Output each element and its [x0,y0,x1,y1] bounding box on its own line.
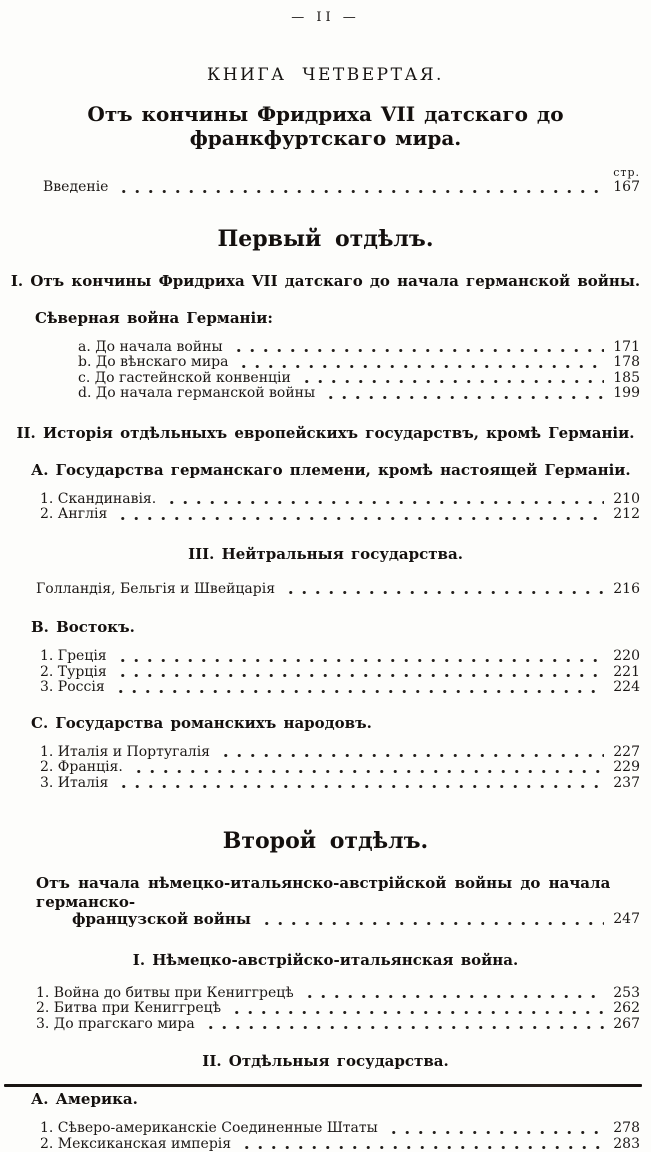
toc-entry [78,371,640,387]
toc-entry-page: 167 [613,180,640,196]
toc-entry-page: 220 [613,649,640,665]
toc-entry [40,760,640,776]
toc-entry [78,386,640,402]
group-heading-a: А. Государства германскаго племени, кромѣ настоящей Германіи. [31,461,651,479]
book-subtitle: Отъ кончины Фридриха VII датскаго до франкфуртскаго мира. [0,102,651,150]
part2-title: Второй отдѣлъ. [0,828,651,854]
toc-entry [40,649,640,665]
dot-leader [237,365,604,368]
toc-entry-page: 262 [613,1001,640,1017]
toc-entry-label: Голландія, Бельгія и Швейцарія [36,582,275,598]
toc-entry-label: a. До начала войны [78,340,223,356]
toc-entry-page: 237 [613,776,640,792]
toc-entry-label: 2. Мексиканская имперія [40,1137,231,1152]
toc-entry-label: французской войны [72,912,251,928]
toc-entry [78,340,640,356]
dot-leader [219,754,604,757]
toc-entry-page: 247 [613,912,640,928]
toc-entry-page: 212 [613,507,640,523]
toc-entry [40,680,640,696]
toc-entry [40,665,640,681]
book-title: КНИГА ЧЕТВЕРТАЯ. [0,65,651,85]
toc-entry-page: 283 [613,1137,640,1152]
toc-entry-page: 253 [613,986,640,1002]
toc-entry [40,492,640,508]
part1-title: Первый отдѣлъ. [0,226,651,252]
toc-entry-label: b. До вѣнскаго мира [78,355,228,371]
group-heading-america: А. Америка. [31,1090,651,1108]
dot-leader [284,591,604,594]
toc-entry [36,986,640,1002]
dot-leader [114,690,605,693]
dot-leader [303,995,605,998]
toc-entry-label: c. До гастейнской конвенціи [78,371,291,387]
toc-entry-label: 3. Италія [40,776,108,792]
toc-entry-page: 224 [613,680,640,696]
part2-subhead-1: I. Нѣмецко-австрійско-итальянская война. [0,951,651,969]
toc-entry-page: 178 [613,355,640,371]
toc-entry [36,1017,640,1033]
part1-subhead-2: II. Исторія отдѣльныхъ европейскихъ государствъ, кромѣ Германіи. [0,424,651,442]
toc-entry-page: 229 [613,760,640,776]
toc-entry-label: 1. Сѣверо-американскіе Соединенные Штаты [40,1121,378,1137]
toc-entry-page: 171 [613,340,640,356]
footer-rule [4,1084,642,1087]
dot-leader [116,659,605,662]
toc-entry-page: 221 [613,665,640,681]
toc-entry [40,1137,640,1152]
toc-entry [78,355,640,371]
part2-lead-entry-line1: Отъ начала нѣмецко-итальянско-австрійской войны до начала германско- [36,874,637,912]
toc-entry [43,180,640,196]
group-heading-c: С. Государства романскихъ народовъ. [31,714,651,732]
toc-entry-page: 185 [613,371,640,387]
group-heading-b: В. Востокъ. [31,618,651,636]
toc-entry-label: 1. Греція [40,649,107,665]
dot-leader [165,501,604,504]
part1-subhead-3: III. Нейтральныя государства. [0,545,651,563]
toc-entry [40,745,640,761]
dot-leader [204,1026,605,1029]
dot-leader [240,1146,604,1149]
toc-entry [40,776,640,792]
dot-leader [132,770,604,773]
dot-leader [230,1011,604,1014]
part1-subhead-1: I. Отъ кончины Фридриха VII датскаго до начала германской войны. [0,272,651,290]
toc-entry-page: 267 [613,1017,640,1033]
dot-leader [232,349,605,352]
dot-leader [387,1131,604,1134]
dot-leader [117,785,604,788]
toc-entry-label: 2. Франція. [40,760,123,776]
toc-entry-label: d. До начала германской войны [78,386,315,402]
toc-entry-page: 199 [613,386,640,402]
toc-entry-label: 1. Скандинавія. [40,492,156,508]
page-column-label: стр. [0,168,640,178]
dot-leader [324,396,604,399]
toc-entry-page: 227 [613,745,640,761]
toc-entry-label: 3. Россія [40,680,105,696]
toc-entry-page: 210 [613,492,640,508]
toc-entry-page: 216 [613,582,640,598]
dot-leader [260,922,604,925]
toc-entry-label: 2. Англія [40,507,107,523]
toc-entry-label: 2. Битва при Кениггрецѣ [36,1001,221,1017]
toc-entry-label: 1. Война до битвы при Кениггрецѣ [36,986,294,1002]
toc-entry-page: 278 [613,1121,640,1137]
toc-entry [72,912,640,928]
folio-page-number: — II — [0,0,651,25]
group-heading-north-war: Сѣверная война Германіи: [35,309,651,327]
toc-entry [40,1121,640,1137]
dot-leader [116,517,604,520]
part2-subhead-2: II. Отдѣльныя государства. [0,1052,651,1070]
toc-entry [36,1001,640,1017]
dot-leader [116,674,605,677]
toc-entry-label: 1. Италія и Португалія [40,745,210,761]
toc-entry [40,507,640,523]
toc-entry-label: Введеніе [43,180,108,196]
toc-entry-label: 3. До прагскаго мира [36,1017,195,1033]
toc-entry-label: 2. Турція [40,665,107,681]
toc-entry [36,582,640,598]
dot-leader [117,190,604,193]
dot-leader [300,380,604,383]
